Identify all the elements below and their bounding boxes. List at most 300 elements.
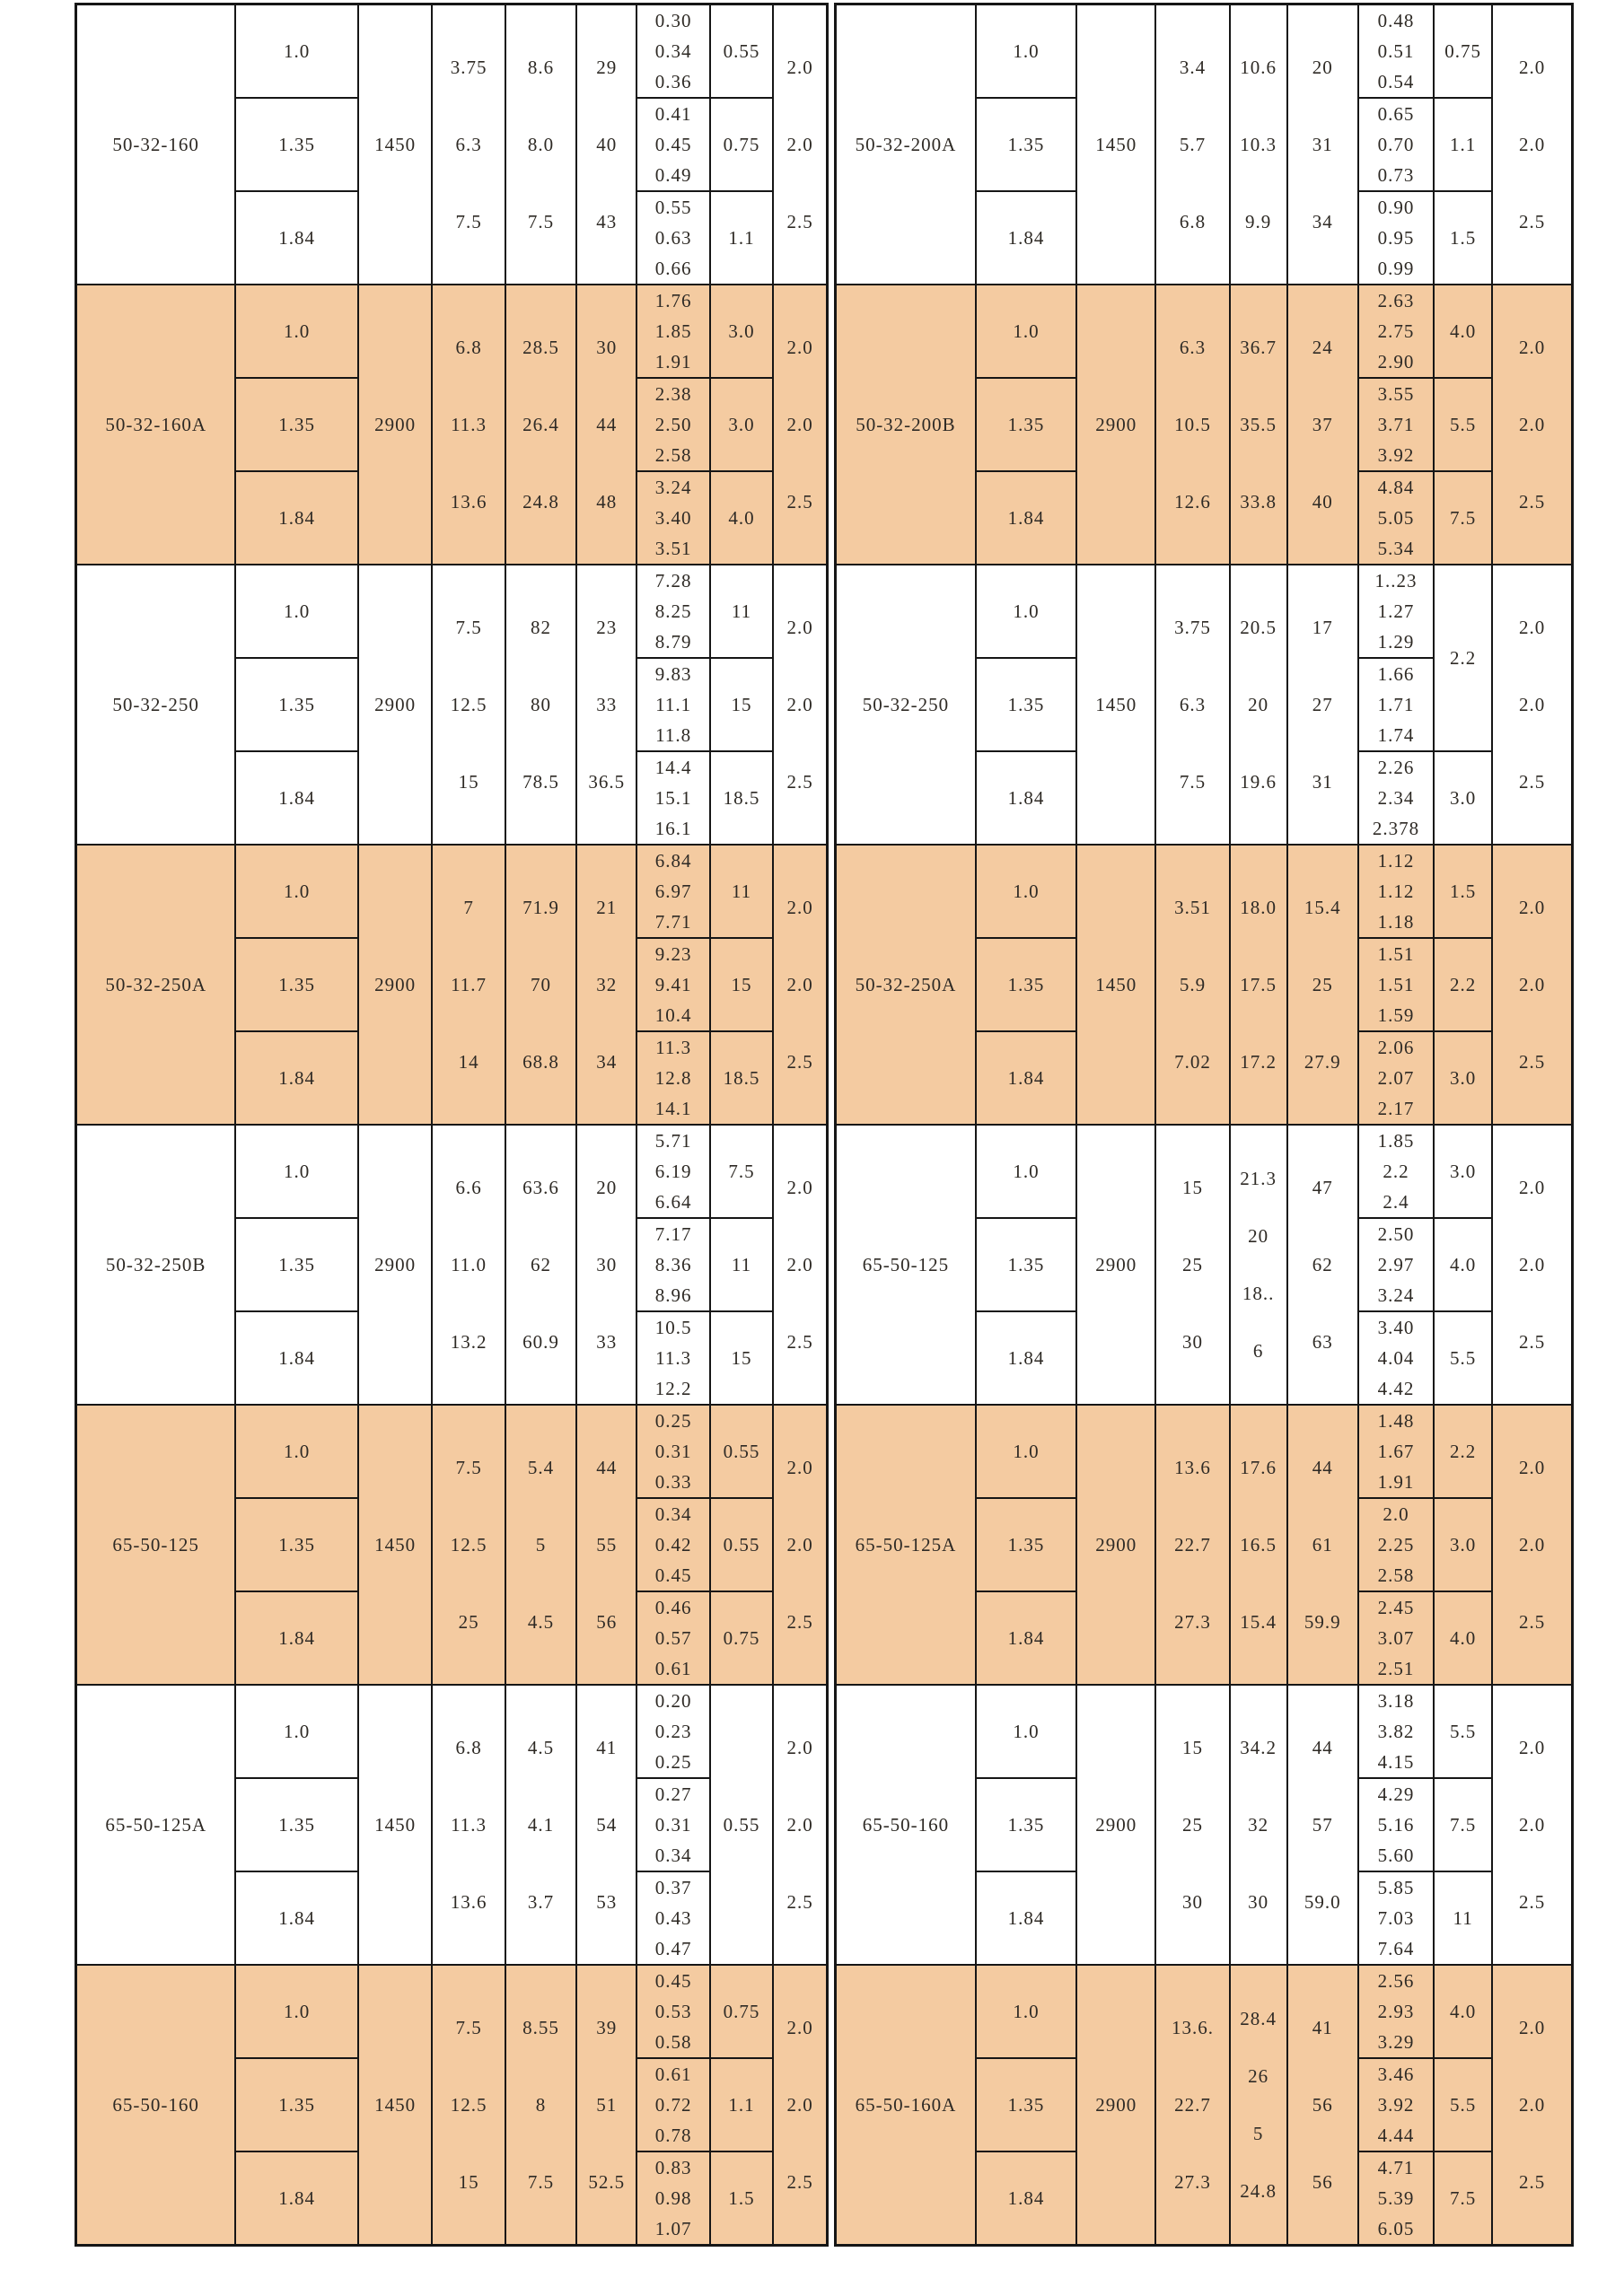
col7-cell <box>636 2151 709 2246</box>
cell-line: 1.0 <box>1013 1720 1040 1742</box>
cell-line: 2.0 <box>1518 2017 1546 2038</box>
power-cell <box>710 1218 773 1311</box>
power-cell <box>710 378 773 471</box>
cell-line: 28.4 <box>1240 2008 1277 2029</box>
cell-line: 1.5 <box>1450 226 1477 249</box>
model-cell <box>76 1685 236 1965</box>
cell-line: 1.74 <box>1377 724 1415 746</box>
cell-line: 5.5 <box>1450 1346 1477 1369</box>
cell-line: 0.45 <box>654 1970 692 1992</box>
power-cell <box>1434 1685 1492 1778</box>
power-cell <box>710 191 773 285</box>
col4-cell <box>1155 1405 1229 1685</box>
table-row <box>76 285 828 378</box>
cell-line: 2.0 <box>1518 1814 1546 1836</box>
cell-line: 0.51 <box>1377 40 1415 62</box>
col4-cell <box>432 1965 505 2246</box>
col6-cell <box>576 1965 636 2246</box>
cell-line: 3.0 <box>1450 786 1477 809</box>
col7-cell <box>636 98 709 191</box>
cell-line: 5.85 <box>1377 1877 1415 1898</box>
power-cell <box>1434 751 1492 845</box>
cell-line: 33 <box>596 694 618 715</box>
cell-line: 0.43 <box>654 1907 692 1929</box>
cell-line: 23 <box>596 617 618 638</box>
cell-line: 0.55 <box>723 1440 760 1462</box>
cell-line: 2.90 <box>1377 351 1415 372</box>
power-cell <box>1434 1125 1492 1218</box>
cell-line: 14.1 <box>654 1098 692 1119</box>
cell-line: 2.0 <box>1518 1737 1546 1758</box>
cell-line: 1.0 <box>1013 600 1040 622</box>
cell-line: 5.7 <box>1179 134 1207 155</box>
ratio-cell <box>235 2151 358 2246</box>
model-cell <box>76 4 236 285</box>
cell-line: 1.84 <box>1007 1906 1045 1929</box>
col7-cell <box>636 471 709 565</box>
cell-line: 4.0 <box>1450 1253 1477 1275</box>
cell-line: 2.4 <box>1383 1191 1409 1213</box>
col7-cell <box>1358 1218 1434 1311</box>
cell-line: 0.90 <box>1377 197 1415 218</box>
col7-cell <box>1358 1591 1434 1685</box>
cell-line: 0.72 <box>654 2094 692 2116</box>
cell-line: 1.59 <box>1377 1004 1415 1026</box>
cell-line: 11.3 <box>655 1037 692 1058</box>
cell-line: 5.5 <box>1450 413 1477 435</box>
cell-line: 9.41 <box>654 974 692 995</box>
cell-line: 50-32-250A <box>855 973 957 995</box>
cell-line: 1.91 <box>654 351 692 372</box>
ratio-cell <box>235 1591 358 1685</box>
cell-line: 1.35 <box>1007 1533 1045 1555</box>
cell-line: 1.84 <box>278 1066 316 1089</box>
cell-line: 43 <box>596 211 618 232</box>
cell-line: 0.65 <box>1377 103 1415 125</box>
power-cell <box>710 1031 773 1125</box>
cell-line: 4.0 <box>728 506 755 529</box>
cell-line: 2.58 <box>1377 1564 1415 1586</box>
cell-line: 2.97 <box>1377 1254 1415 1275</box>
cell-line: 2.07 <box>1377 1067 1415 1089</box>
cell-line: 2900 <box>374 413 417 435</box>
col4-cell <box>1155 845 1229 1125</box>
cell-line: 18.5 <box>723 786 760 809</box>
cell-line: 6.6 <box>455 1177 482 1198</box>
col9-cell <box>1492 1125 1572 1405</box>
ratio-cell <box>235 1031 358 1125</box>
cell-line: 27 <box>1312 694 1333 715</box>
power-cell <box>1434 845 1492 938</box>
cell-line: 0.70 <box>1377 134 1415 155</box>
cell-line: 1.35 <box>278 1813 316 1836</box>
col7-cell <box>636 1125 709 1218</box>
cell-line: 1.84 <box>1007 1066 1045 1089</box>
cell-line: 1.29 <box>1377 631 1415 653</box>
cell-line: 0.27 <box>654 1783 692 1805</box>
cell-line: 1.48 <box>1377 1410 1415 1432</box>
model-cell <box>836 1405 976 1685</box>
cell-line: 1.0 <box>1013 1440 1040 1462</box>
col9-cell <box>773 1685 827 1965</box>
cell-line: 2.45 <box>1377 1597 1415 1618</box>
cell-line: 2.0 <box>786 694 813 715</box>
col7-cell <box>1358 1498 1434 1591</box>
cell-line: 62 <box>530 1254 551 1275</box>
col6-cell <box>576 285 636 565</box>
cell-line: 34.2 <box>1240 1737 1277 1758</box>
cell-line: 0.55 <box>723 1813 760 1836</box>
cell-line: 2.0 <box>786 1177 813 1198</box>
cell-line: 0.41 <box>654 103 692 125</box>
cell-line: 3.55 <box>1377 383 1415 405</box>
cell-line: 36.5 <box>588 771 626 793</box>
cell-line: 11 <box>731 600 752 622</box>
power-cell <box>1434 1778 1492 1871</box>
cell-line: 56 <box>1312 2171 1333 2193</box>
cell-line: 1450 <box>374 1813 417 1836</box>
col4-cell <box>1155 4 1229 285</box>
cell-line: 3.40 <box>1377 1317 1415 1338</box>
cell-line: 7.5 <box>527 2171 555 2193</box>
col6-cell <box>1287 845 1358 1125</box>
power-cell <box>710 98 773 191</box>
col6-cell <box>576 4 636 285</box>
cell-line: 63 <box>1312 1331 1333 1353</box>
cell-line: 6.3 <box>455 134 482 155</box>
cell-line: 1.35 <box>278 413 316 435</box>
cell-line: 2.0 <box>786 617 813 638</box>
speed-cell <box>358 1405 432 1685</box>
cell-line: 3.51 <box>1174 897 1211 918</box>
cell-line: 1.07 <box>654 2218 692 2239</box>
col7-cell <box>636 565 709 658</box>
cell-line: 7.5 <box>455 1457 482 1478</box>
cell-line: 5.5 <box>1450 2093 1477 2116</box>
cell-line: 2.0 <box>1518 617 1546 638</box>
power-cell <box>710 1125 773 1218</box>
cell-line: 15 <box>731 693 752 715</box>
cell-line: 0.42 <box>654 1534 692 1555</box>
cell-line: 5.39 <box>1377 2187 1415 2209</box>
cell-line: 2.5 <box>786 211 813 232</box>
power-cell <box>1434 1311 1492 1405</box>
table-row <box>836 1965 1573 2058</box>
cell-line: 30 <box>596 1254 618 1275</box>
cell-line: 2.26 <box>1377 757 1415 778</box>
cell-line: 0.49 <box>654 164 692 186</box>
cell-line: 0.31 <box>654 1441 692 1462</box>
cell-line: 0.55 <box>723 1533 760 1555</box>
col6-cell <box>1287 4 1358 285</box>
power-cell <box>1434 378 1492 471</box>
cell-line: 2.2 <box>1450 973 1477 995</box>
cell-line: 6.8 <box>455 337 482 358</box>
ratio-cell <box>976 1031 1076 1125</box>
cell-line: 0.58 <box>654 2031 692 2053</box>
ratio-cell <box>976 938 1076 1031</box>
cell-line: 12.6 <box>1174 491 1211 513</box>
ratio-cell <box>235 4 358 99</box>
cell-line: 1.35 <box>278 973 316 995</box>
cell-line: 2.0 <box>786 1534 813 1555</box>
speed-cell <box>358 1685 432 1965</box>
cell-line: 7.71 <box>654 911 692 933</box>
ratio-cell <box>235 471 358 565</box>
ratio-cell <box>235 1405 358 1498</box>
cell-line: 2.5 <box>1518 1891 1546 1913</box>
cell-line: 48 <box>596 491 618 513</box>
cell-line: 25 <box>458 1611 479 1633</box>
cell-line: 1.0 <box>1013 39 1040 62</box>
col7-cell <box>1358 4 1434 99</box>
speed-cell <box>1076 4 1155 285</box>
cell-line: 33 <box>596 1331 618 1353</box>
col9-cell <box>1492 1405 1572 1685</box>
cell-line: 12.5 <box>450 694 487 715</box>
cell-line: 7.28 <box>654 570 692 592</box>
col6-cell <box>576 1405 636 1685</box>
cell-line: 4.29 <box>1377 1783 1415 1805</box>
ratio-cell <box>976 1685 1076 1778</box>
cell-line: 2.2 <box>1383 1161 1409 1182</box>
cell-line: 1.0 <box>284 39 311 62</box>
power-cell <box>1434 1031 1492 1125</box>
model-cell <box>76 845 236 1125</box>
model-cell <box>836 565 976 845</box>
col6-cell <box>576 845 636 1125</box>
cell-line: 1.84 <box>278 2186 316 2209</box>
cell-line: 50-32-250 <box>112 693 199 715</box>
model-cell <box>76 285 236 565</box>
cell-line: 15 <box>731 1346 752 1369</box>
cell-line: 33.8 <box>1240 491 1277 513</box>
cell-line: 1.84 <box>278 1626 316 1649</box>
cell-line: 50-32-160 <box>112 133 199 155</box>
cell-line: 29 <box>596 57 618 78</box>
model-cell <box>836 4 976 285</box>
cell-line: 2.0 <box>1518 974 1546 995</box>
cell-line: 2.5 <box>786 491 813 513</box>
cell-line: 8.55 <box>522 2017 559 2038</box>
ratio-cell <box>976 2151 1076 2246</box>
cell-line: 0.48 <box>1377 10 1415 31</box>
cell-line: 2.5 <box>1518 771 1546 793</box>
model-cell <box>836 845 976 1125</box>
cell-line: 2.5 <box>1518 2171 1546 2193</box>
power-cell <box>1434 2151 1492 2246</box>
cell-line: 21.3 <box>1240 1168 1277 1189</box>
speed-cell <box>1076 1685 1155 1965</box>
power-cell <box>710 2151 773 2246</box>
cell-line: 2.63 <box>1377 290 1415 311</box>
cell-line: 3.24 <box>654 477 692 498</box>
cell-line: 10.4 <box>654 1004 692 1026</box>
pump-table-left <box>75 3 829 2247</box>
cell-line: 4.84 <box>1377 477 1415 498</box>
col5-cell <box>1230 1125 1287 1405</box>
cell-line: 19.6 <box>1240 771 1277 793</box>
ratio-cell <box>976 1498 1076 1591</box>
cell-line: 2.0 <box>1518 134 1546 155</box>
power-cell <box>1434 98 1492 191</box>
col7-cell <box>636 845 709 938</box>
col7-cell <box>1358 1965 1434 2058</box>
col5-cell <box>1230 1965 1287 2246</box>
cell-line: 0.78 <box>654 2125 692 2146</box>
power-cell <box>710 4 773 99</box>
col4-cell <box>432 845 505 1125</box>
cell-line: 0.63 <box>654 227 692 249</box>
cell-line: 1.84 <box>278 506 316 529</box>
cell-line: 20 <box>1248 1225 1269 1247</box>
cell-line: 6.97 <box>654 881 692 902</box>
cell-line: 2.75 <box>1377 320 1415 342</box>
cell-line: 18.5 <box>723 1066 760 1089</box>
power-cell <box>1434 1218 1492 1311</box>
cell-line: 3.92 <box>1377 2094 1415 2116</box>
power-cell <box>1434 1498 1492 1591</box>
ratio-cell <box>976 658 1076 751</box>
cell-line: 0.25 <box>654 1410 692 1432</box>
cell-line: 0.75 <box>723 2000 760 2022</box>
cell-line: 11 <box>731 1253 752 1275</box>
cell-line: 2.378 <box>1372 818 1420 839</box>
col7-cell <box>636 1405 709 1498</box>
ratio-cell <box>235 1311 358 1405</box>
table-row <box>76 1965 828 2058</box>
ratio-cell <box>235 565 358 658</box>
cell-line: 3.0 <box>1450 1066 1477 1089</box>
cell-line: 24.8 <box>1240 2180 1277 2202</box>
ratio-cell <box>976 285 1076 378</box>
cell-line: 2900 <box>1095 1533 1137 1555</box>
cell-line: 1.12 <box>1377 850 1415 872</box>
cell-line: 2.51 <box>1377 1658 1415 1679</box>
col5-cell <box>505 845 576 1125</box>
cell-line: 59.0 <box>1304 1891 1341 1913</box>
cell-line: 5.34 <box>1377 538 1415 559</box>
cell-line: 10.5 <box>1174 414 1211 435</box>
cell-line: 0.34 <box>654 1845 692 1866</box>
col7-cell <box>636 4 709 99</box>
cell-line: 1.0 <box>284 1160 311 1182</box>
cell-line: 65-50-125A <box>105 1813 206 1836</box>
ratio-cell <box>235 658 358 751</box>
col7-cell <box>1358 1125 1434 1218</box>
cell-line: 1.35 <box>1007 693 1045 715</box>
col4-cell <box>1155 565 1229 845</box>
cell-line: 3.18 <box>1377 1690 1415 1712</box>
power-cell <box>1434 2058 1492 2151</box>
cell-line: 1.0 <box>284 1720 311 1742</box>
cell-line: 1.0 <box>284 2000 311 2022</box>
cell-line: 7.5 <box>728 1160 755 1182</box>
cell-line: 5.4 <box>527 1457 555 1478</box>
cell-line: 0.34 <box>654 40 692 62</box>
cell-line: 8.6 <box>527 57 555 78</box>
col6-cell <box>1287 1965 1358 2246</box>
ratio-cell <box>235 938 358 1031</box>
cell-line: 1.35 <box>278 1533 316 1555</box>
cell-line: 0.95 <box>1377 227 1415 249</box>
cell-line: 24.8 <box>522 491 559 513</box>
cell-line: 61 <box>1312 1534 1333 1555</box>
model-cell <box>76 1965 236 2246</box>
model-cell <box>836 1965 976 2246</box>
col7-cell <box>636 1685 709 1778</box>
col7-cell <box>636 1498 709 1591</box>
cell-line: 3.24 <box>1377 1284 1415 1306</box>
col7-cell <box>1358 658 1434 751</box>
cell-line: 27.3 <box>1174 1611 1211 1633</box>
cell-line: 24 <box>1312 337 1333 358</box>
cell-line: 2.2 <box>1450 646 1477 669</box>
cell-line: 6.19 <box>654 1161 692 1182</box>
cell-line: 0.75 <box>1444 39 1482 62</box>
cell-line: 1450 <box>1095 133 1137 155</box>
cell-line: 1.84 <box>278 786 316 809</box>
power-cell <box>710 1685 773 1965</box>
cell-line: 1.0 <box>284 880 311 902</box>
cell-line: 2900 <box>1095 2093 1137 2116</box>
col4-cell <box>432 4 505 285</box>
cell-line: 1.84 <box>278 1906 316 1929</box>
cell-line: 53 <box>596 1891 618 1913</box>
cell-line: 44 <box>1312 1457 1333 1478</box>
cell-line: 0.34 <box>654 1503 692 1525</box>
col4-cell <box>432 565 505 845</box>
cell-line: 1.67 <box>1377 1441 1415 1462</box>
cell-line: 7.5 <box>1450 506 1477 529</box>
power-cell <box>710 1591 773 1685</box>
cell-line: 2.0 <box>786 1737 813 1758</box>
cell-line: 1.5 <box>1450 880 1477 902</box>
col6-cell <box>1287 565 1358 845</box>
speed-cell <box>358 1125 432 1405</box>
cell-line: 80 <box>530 694 551 715</box>
cell-line: 1.84 <box>1007 2186 1045 2209</box>
cell-line: 15 <box>731 973 752 995</box>
cell-line: 15.4 <box>1240 1611 1277 1633</box>
pump-spec-table <box>75 3 1574 2247</box>
cell-line: 54 <box>596 1814 618 1836</box>
cell-line: 15.4 <box>1304 897 1341 918</box>
col7-cell <box>1358 751 1434 845</box>
cell-line: 4.0 <box>1450 2000 1477 2022</box>
col9-cell <box>1492 285 1572 565</box>
cell-line: 2.5 <box>786 2171 813 2193</box>
cell-line: 57 <box>1312 1814 1333 1836</box>
power-cell <box>710 1498 773 1591</box>
cell-line: 31 <box>1312 134 1333 155</box>
cell-line: 2.0 <box>1518 2094 1546 2116</box>
cell-line: 0.20 <box>654 1690 692 1712</box>
cell-line: 0.75 <box>723 133 760 155</box>
cell-line: 13.6 <box>450 1891 487 1913</box>
cell-line: 8.0 <box>527 134 555 155</box>
cell-line: 2.2 <box>1450 1440 1477 1462</box>
cell-line: 2.0 <box>786 1814 813 1836</box>
power-cell <box>710 658 773 751</box>
cell-line: 2.58 <box>654 444 692 466</box>
cell-line: 60.9 <box>522 1331 559 1353</box>
ratio-cell <box>976 98 1076 191</box>
col9-cell <box>1492 845 1572 1125</box>
cell-line: 1.85 <box>654 320 692 342</box>
ratio-cell <box>976 191 1076 285</box>
cell-line: 2.5 <box>786 1051 813 1073</box>
